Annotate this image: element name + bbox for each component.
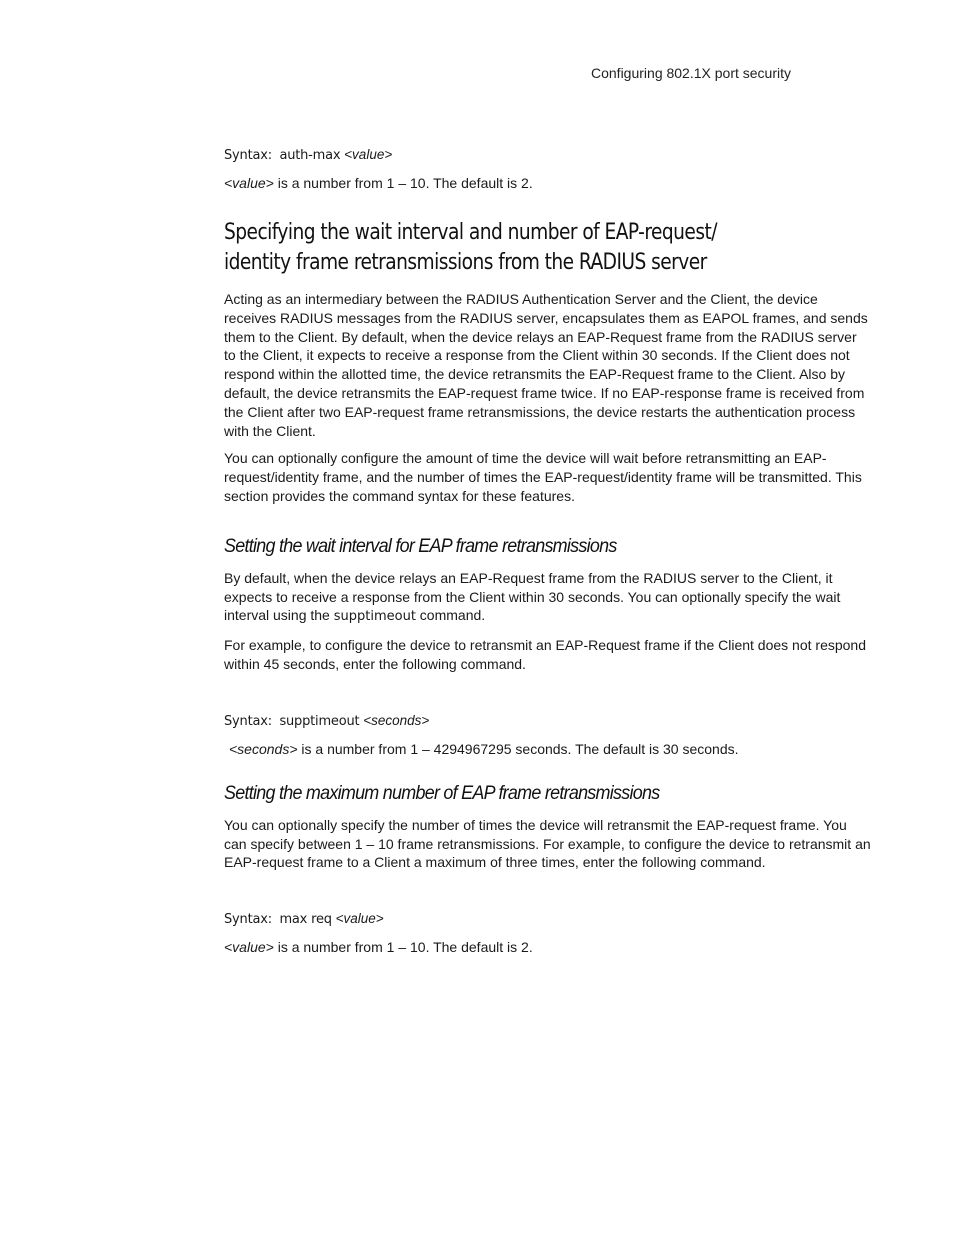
syntax-supptimeout-description: [224, 740, 872, 759]
wait-interval-text-after: command.: [415, 607, 486, 624]
syntax-max-req: [224, 909, 872, 929]
syntax-argument: <seconds>: [363, 712, 430, 728]
section-paragraph-1: Acting as an intermediary between the RADIUS Authentication Server and the Client, the device receives RADIUS messages from the RADIUS server, encapsulates them as EAPOL frames, and sends them to the Client. By default, when the device relays an EAP-Request frame from the RADIUS server to the Client, it expects to receive a response from the Client within 30 seconds. If the Client does not respond within the allotted time, the device retransmits the EAP-Request frame to the Client. Also by default, the device retransmits the EAP-request frame twice. If no EAP-response frame is received from the Client after two EAP-request frame retransmissions, the device restarts the authentication process with the Client.: [224, 291, 868, 439]
description-argument: <value>: [224, 175, 274, 191]
syntax-auth-max: [224, 145, 872, 165]
max-retransmissions-title: Setting the maximum number of EAP frame retransmissions: [224, 781, 660, 804]
wait-interval-text-before: By default, when the device relays an EAP-Request frame from the RADIUS server to the Client, it expects to receive a response from the Client within 30 seconds. You can optionally specify the wait interval using the: [224, 569, 841, 624]
section-paragraph-2: You can optionally configure the amount of time the device will wait before retransmitting an EAP-request/identity frame, and the number of times the EAP-request/identity frame will be transmitted. This section provides the command syntax for these features.: [224, 450, 862, 504]
supptimeout-command: supptimeout: [333, 609, 416, 625]
description-argument: <seconds>: [229, 740, 298, 757]
syntax-auth-max-description: [224, 174, 872, 193]
description-text: is a number from 1 – 4294967295 seconds. The default is 30 seconds.: [297, 740, 739, 757]
max-retransmissions-paragraph: You can optionally specify the number of times the device will retransmit the EAP-request frame. You can specify between 1 – 10 frame retransmissions. For example, to configure the device to retransmit an EAP-request frame to a Client a maximum of three times, enter the following command.: [224, 816, 871, 871]
description-argument: <value>: [224, 939, 274, 956]
section-title: [224, 217, 880, 277]
wait-interval-paragraph-2: For example, to configure the device to retransmit an EAP-Request frame if the Client does not respond within 45 seconds, enter the following command.: [224, 637, 866, 672]
syntax-max-req-description: [224, 938, 872, 957]
wait-interval-paragraph-1: [224, 569, 872, 627]
page-content: [224, 145, 872, 957]
syntax-command: supptimeout: [279, 713, 360, 729]
wait-interval-title: Setting the wait interval for EAP frame retransmissions: [224, 534, 617, 557]
section-title-line1: Specifying the wait interval and number of EAP-request/: [224, 219, 717, 245]
syntax-supptimeout: [224, 711, 872, 731]
syntax-command: auth-max: [279, 148, 341, 163]
section-title-line2: identity frame retransmissions from the RADIUS server: [224, 249, 707, 275]
running-header: Configuring 802.1X port security: [591, 65, 791, 81]
description-text: is a number from 1 – 10. The default is 2.: [273, 175, 533, 191]
syntax-command: max req: [279, 912, 332, 928]
syntax-argument: <value>: [335, 911, 384, 927]
syntax-label: Syntax:: [224, 912, 272, 928]
syntax-argument: <value>: [344, 147, 393, 162]
syntax-label: Syntax:: [224, 713, 272, 729]
syntax-label: Syntax:: [224, 148, 272, 163]
description-text: is a number from 1 – 10. The default is 2.: [273, 939, 533, 956]
